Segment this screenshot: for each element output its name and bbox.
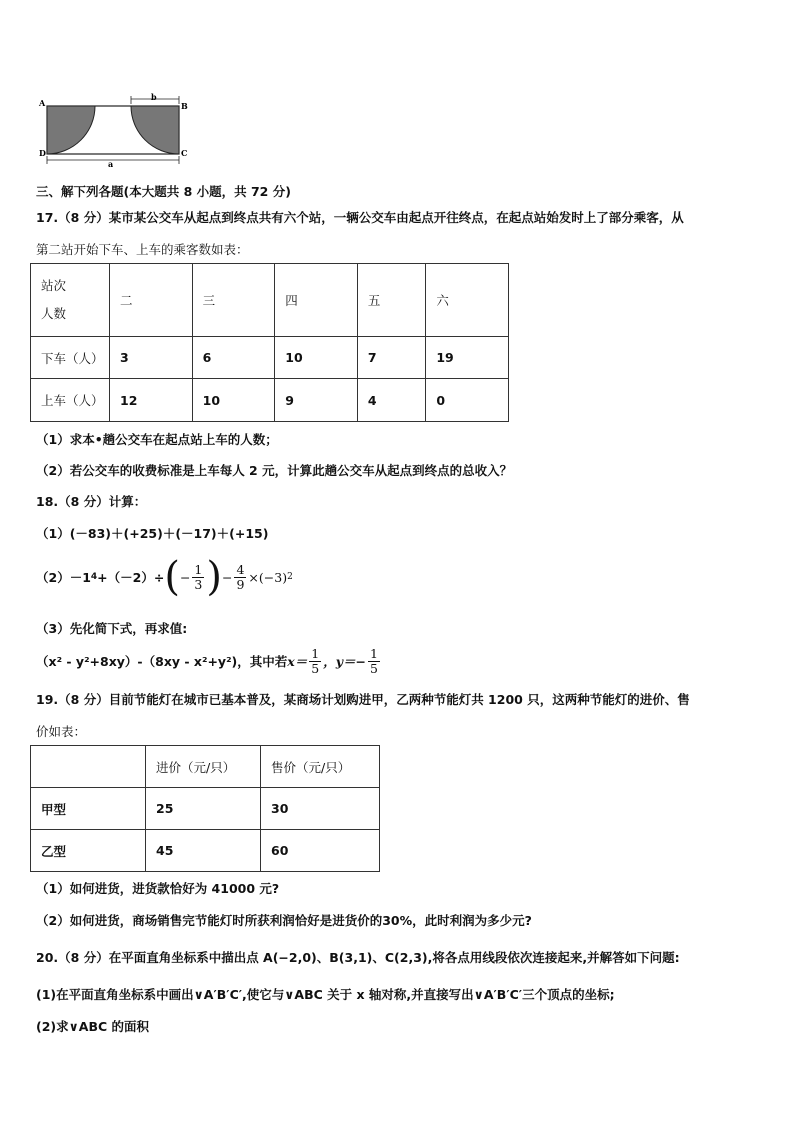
q19-table [30,745,380,872]
left-shaded-region [47,106,95,154]
col-header: 五 [357,264,425,337]
table-cell: 12 [110,379,193,422]
table-row [31,746,380,788]
table-cell: 60 [261,830,380,872]
label-D: D [39,148,46,158]
q18-sub3: （3）先化简下式，再求值: [36,621,188,636]
table-row [31,830,380,872]
q17-line2: 第二站开始下车、上车的乘客数如表： [36,242,249,257]
frac-denominator: 5 [311,660,320,676]
row-label: 上车（人） [31,379,110,422]
sub2-neg: − [179,569,191,585]
q20-line1: 20.（8 分）在平面直角坐标系中描出点 A(−2,0)、B(3,1)、C(2,3),将各点用线段依次连接起来,并解答如下问题: [36,950,680,965]
col-header: 四 [275,264,358,337]
q19-line1: 19.（8 分）目前节能灯在城市已基本普及，某商场计划购进甲，乙两种节能灯共 1200 只，这两种节能灯的进价、售 [36,692,690,707]
q19-sub2: （2）如何进货，商场销售完节能灯时所获利润恰好是进货价的30%，此时利润为多少元? [36,913,532,928]
label-C: C [181,148,188,158]
table-cell: 25 [146,788,261,830]
table-row [31,337,509,379]
expr-y: ，y＝− [323,654,366,669]
table-cell: 10 [192,379,275,422]
table-cell: 7 [357,337,425,379]
frac-denominator: 3 [194,576,203,592]
table-cell: 30 [261,788,380,830]
label-a: a [108,159,114,168]
row-label: 下车（人） [31,337,110,379]
q18-title: 18.（8 分）计算： [36,494,147,509]
col-header: 售价（元/只） [261,746,380,788]
table-cell [31,746,146,788]
table-cell: 19 [426,337,509,379]
sub2-tail: ×(−3) [248,569,288,585]
col-header: 进价（元/只） [146,746,261,788]
q18-sub2: （2）－1 4 +（－2）÷ ( − $\frac{1}{3}$ ) − $\frac{4}{9}$ ×(−3) 2 [36,554,293,600]
sub2-minus: − [221,569,233,585]
table-cell: 10 [275,337,358,379]
label-B: B [181,101,188,111]
q20-sub1: (1)在平面直角坐标系中画出∨A′B′C′,使它与∨ABC 关于 x 轴对称,并直接写出∨A′B′C′三个顶点的坐标; [36,987,615,1002]
col-header: 二 [110,264,193,337]
q17-line1: 17.（8 分）某市某公交车从起点到终点共有六个站，一辆公交车由起点开往终点，在起点站始发时上了部分乘客，从 [36,210,684,225]
table-cell: 6 [192,337,275,379]
q18-expression [36,643,382,679]
frac-numerator: 4 [236,561,245,577]
q19-line2: 价如表： [36,724,87,739]
frac-denominator: 9 [236,576,245,592]
sub2-prefix: （2）－1 [36,570,91,585]
label-b: b [151,92,157,102]
frac-numerator: 1 [311,645,320,661]
table-row [31,788,380,830]
table-cell: 4 [357,379,425,422]
label-A: A [39,98,46,108]
q18-sub1: （1）(－83)＋(+25)＋(－17)＋(+15) [36,526,269,541]
expr-main: （x² - y²+8xy）-（8xy - x²+y²)，其中若 [36,654,288,669]
q17-header-cell [31,264,110,337]
q20-sub2: (2)求∨ABC 的面积 [36,1019,150,1034]
table-cell: 9 [275,379,358,422]
q17-sub1: （1）求本•趟公交车在起点站上车的人数； [36,432,278,447]
frac-denominator: 5 [369,660,378,676]
q17-table [30,263,509,422]
row-label: 甲型 [31,788,146,830]
table-cell: 45 [146,830,261,872]
sub2-tail-exponent: 2 [287,572,293,582]
row-label: 乙型 [31,830,146,872]
header-top-label: 站次 [41,278,67,293]
q19-sub1: （1）如何进货，进货款恰好为 41000 元? [36,881,280,896]
col-header: 六 [426,264,509,337]
header-bottom-label: 人数 [41,306,67,321]
q17-sub2: （2）若公交车的收费标准是上车每人 2 元，计算此趟公交车从起点到终点的总收入？ [36,463,513,478]
sub2-exponent: 4 [90,572,98,582]
frac-numerator: 1 [369,645,378,661]
right-shaded-region [131,106,179,154]
table-cell: 3 [110,337,193,379]
col-header: 三 [192,264,275,337]
table-row [31,379,509,422]
frac-numerator: 1 [194,561,203,577]
sub2-mid: +（－2）÷ [97,570,165,585]
section-heading: 三、解下列各题(本大题共 8 小题，共 72 分) [36,184,291,199]
geometry-figure [36,92,196,168]
expr-x: x＝ [287,654,308,669]
table-cell: 0 [426,379,509,422]
